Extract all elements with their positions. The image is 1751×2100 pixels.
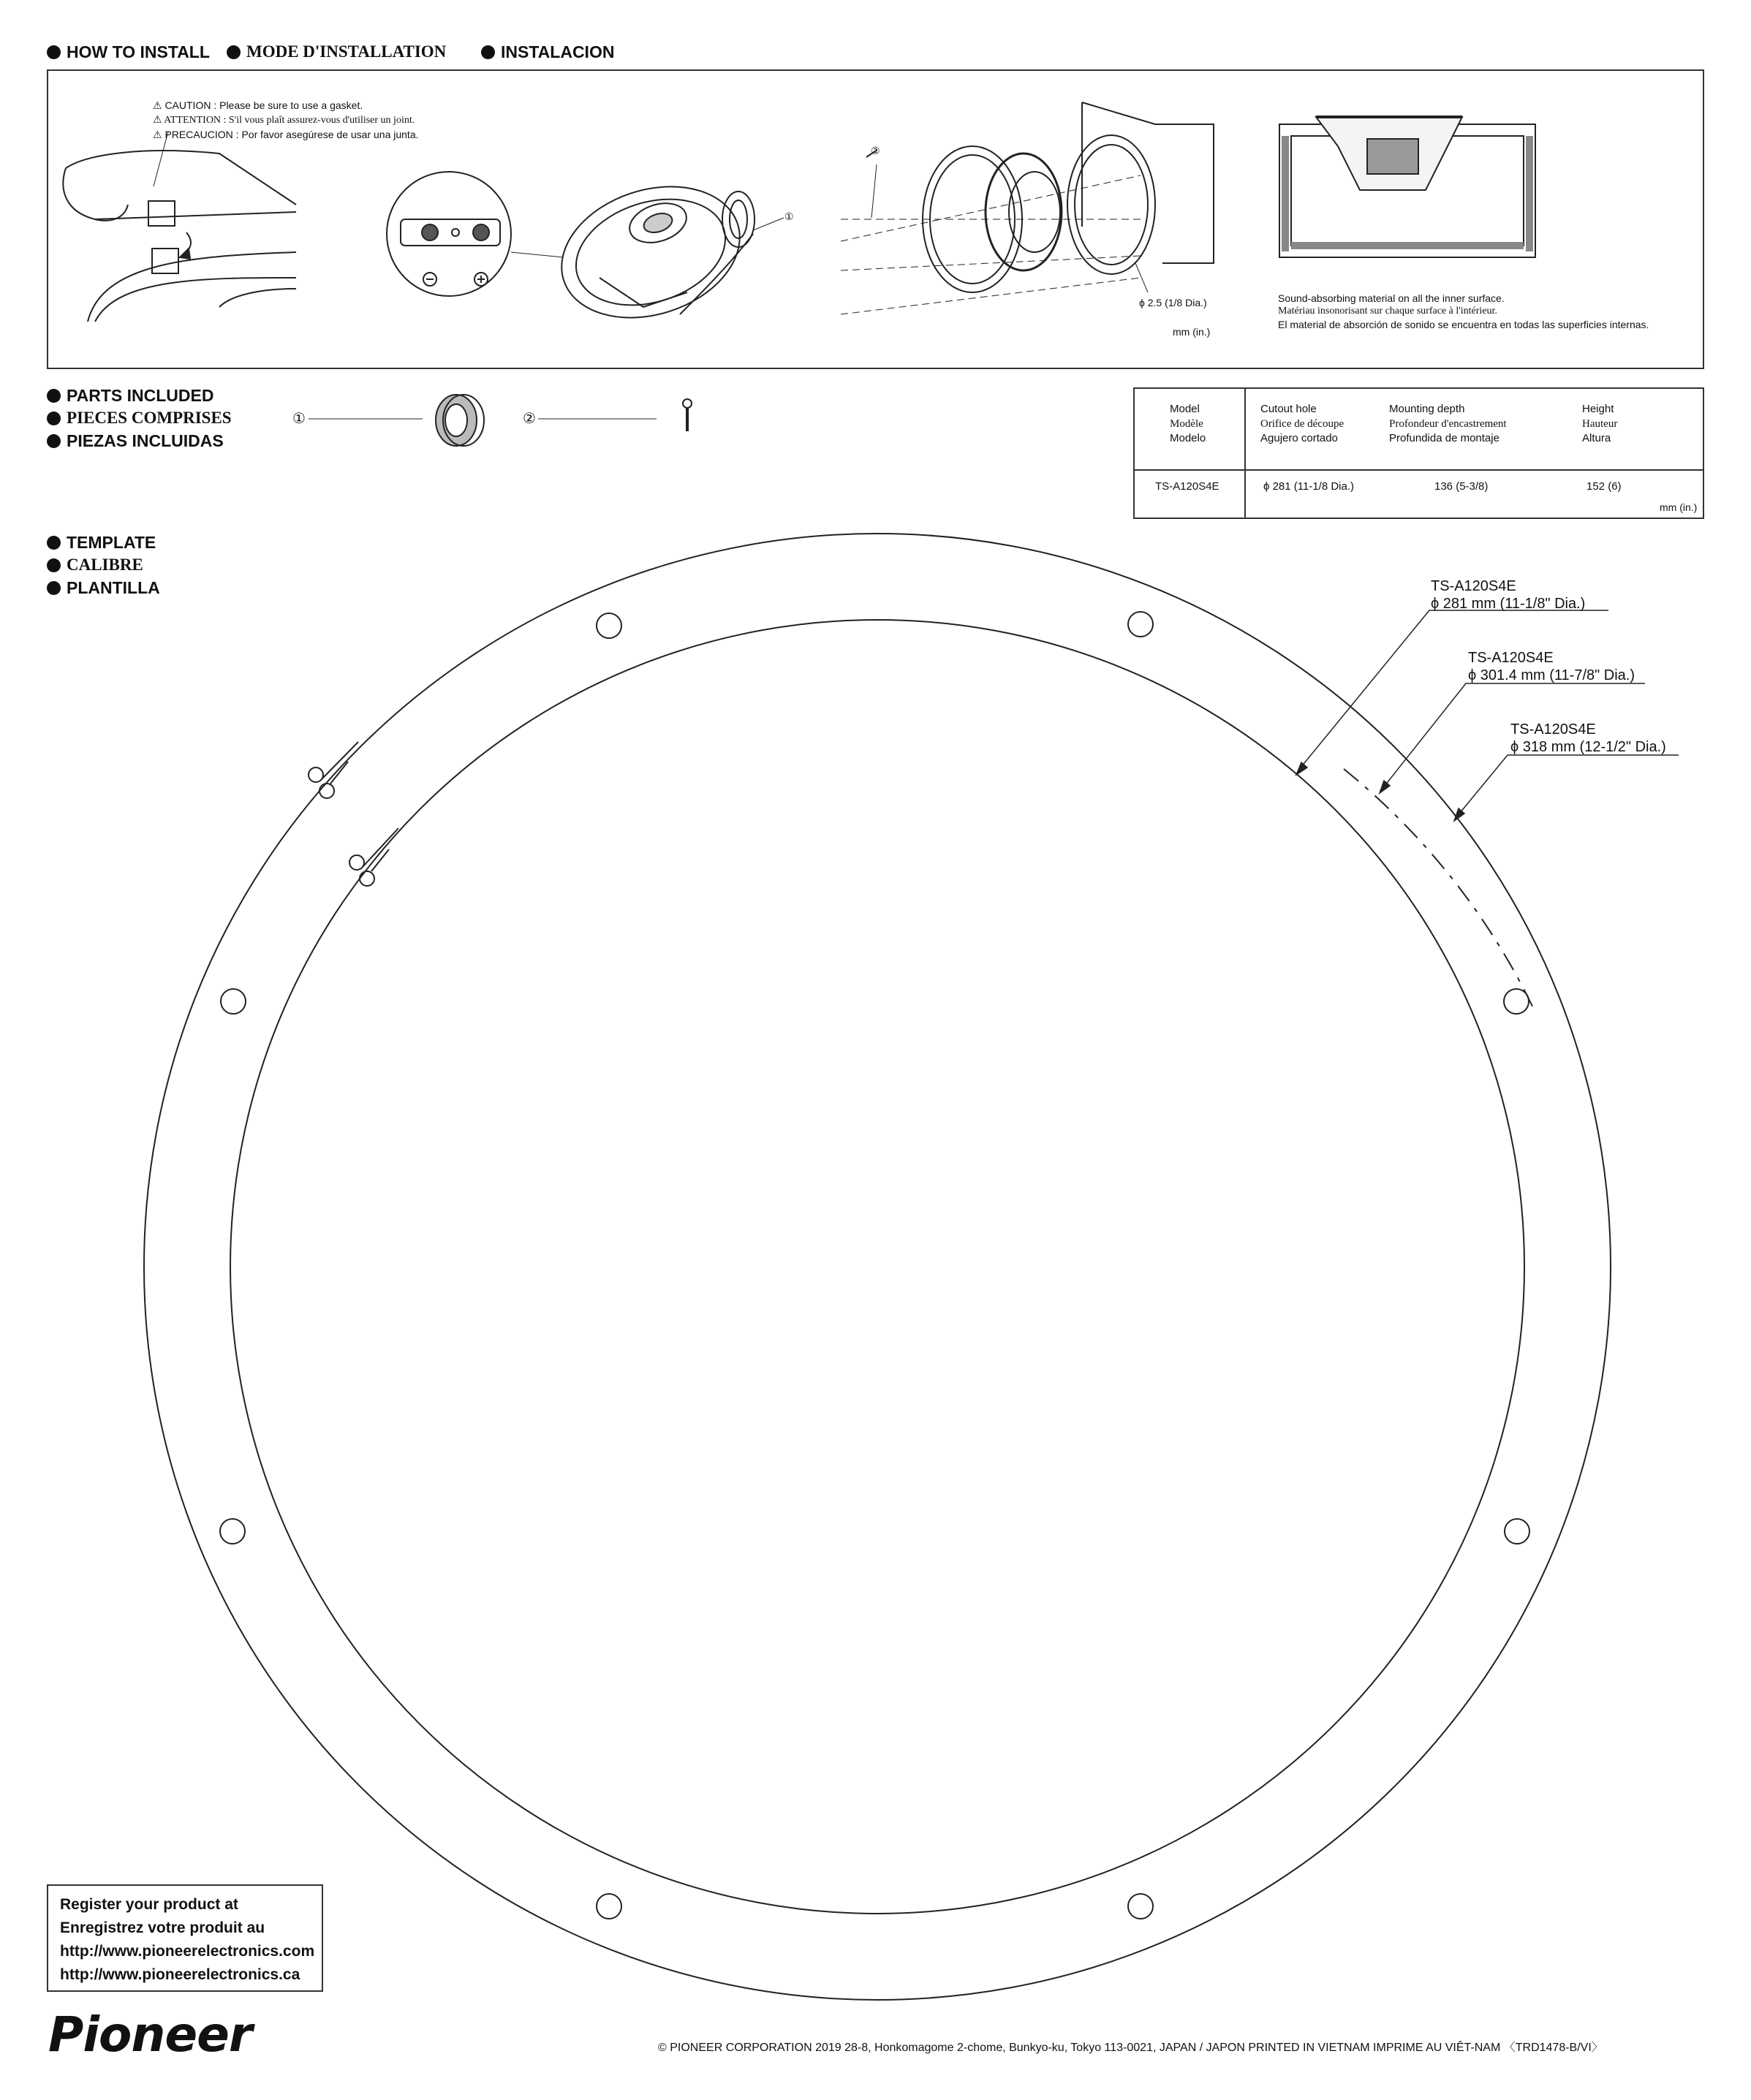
template-label-318: TS-A120S4E ϕ 318 mm (12-1/2" Dia.) xyxy=(1510,721,1666,755)
footer-text: © PIONEER CORPORATION 2019 28-8, Honkomagome 2-chome, Bunkyo-ku, Tokyo 113-0021, JAPAN / JAPON PRINTED IN VIETNAM IMPRIME AU VIÊT-NAM 〈TRD1478-B/VI〉 xyxy=(658,2042,1603,2054)
caution-en: ⚠ CAUTION : Please be sure to use a gasket. xyxy=(153,99,363,111)
caution-es: ⚠ PRECAUCION : Por favor asegúrese de usar una junta. xyxy=(153,129,419,140)
sound-absorbing-es: El material de absorción de sonido se encuentra en todas las superficies internas. xyxy=(1278,319,1649,330)
scissors-icon xyxy=(349,828,398,886)
outer-circle-318 xyxy=(144,534,1611,2000)
template-label-301: TS-A120S4E ϕ 301.4 mm (11-7/8" Dia.) xyxy=(1468,650,1635,683)
heading-mode-installation: MODE D'INSTALLATION xyxy=(227,42,446,61)
header-depth: Mounting depth Profondeur d'encastrement Profundida de montaje xyxy=(1389,403,1507,444)
heading-plantilla: PLANTILLA xyxy=(47,578,160,598)
screw-icon xyxy=(538,399,692,431)
template-label-281: TS-A120S4E ϕ 281 mm (11-1/8" Dia.) xyxy=(1431,578,1586,612)
enclosure-section-illustration xyxy=(1279,117,1535,257)
exploded-assembly-illustration xyxy=(841,102,1214,314)
callout-1-label: ① xyxy=(784,211,794,222)
speaker-terminal-illustration xyxy=(387,165,784,340)
part-1-label: ① xyxy=(292,411,306,427)
heading-instalacion: INSTALACION xyxy=(481,42,614,62)
scissors-icon xyxy=(309,742,358,798)
sound-absorbing-en: Sound-absorbing material on all the inner surface. xyxy=(1278,292,1505,304)
row-cutout: ϕ 281 (11-1/8 Dia.) xyxy=(1263,480,1355,493)
header-model: Model Modèle Modelo xyxy=(1170,403,1206,444)
register-link-ca[interactable]: http://www.pioneerelectronics.ca xyxy=(60,1966,300,1983)
door-gasket-illustration xyxy=(63,132,296,322)
row-depth: 136 (5-3/8) xyxy=(1434,480,1489,493)
row-height: 152 (6) xyxy=(1587,480,1622,493)
register-link-com[interactable]: http://www.pioneerelectronics.com xyxy=(60,1943,315,1960)
register-line-fr: Enregistrez votre produit au xyxy=(60,1919,265,1936)
leader-lines xyxy=(1296,610,1679,821)
heading-how-to-install: HOW TO INSTALL xyxy=(47,42,210,62)
row-model: TS-A120S4E xyxy=(1155,480,1219,493)
inner-circle-281 xyxy=(230,620,1524,1914)
heading-parts-included: PARTS INCLUDED xyxy=(47,386,213,406)
heading-pieces-comprises: PIECES COMPRISES xyxy=(47,409,232,428)
pioneer-logo: Pioneer xyxy=(48,2006,252,2063)
screw-hole-label: ϕ 2.5 (1/8 Dia.) xyxy=(1139,297,1207,308)
template-circles xyxy=(144,534,1611,2000)
table-unit: mm (in.) xyxy=(1660,501,1698,513)
part-2-label: ② xyxy=(523,411,536,427)
callout-2-label: ② xyxy=(871,145,880,156)
heading-piezas-incluidas: PIEZAS INCLUIDAS xyxy=(47,431,224,451)
register-line-en: Register your product at xyxy=(60,1896,238,1913)
install-unit-label: mm (in.) xyxy=(1173,326,1211,338)
heading-template: TEMPLATE xyxy=(47,533,156,553)
header-height: Height Hauteur Altura xyxy=(1582,403,1618,444)
caution-fr: ⚠ ATTENTION : S'il vous plaît assurez-vous d'utiliser un joint. xyxy=(153,115,415,126)
sound-absorbing-fr: Matériau insonorisant sur chaque surface à l'intérieur. xyxy=(1278,306,1497,316)
gasket-roll-icon xyxy=(309,395,484,446)
heading-calibre: CALIBRE xyxy=(47,556,143,575)
header-cutout: Cutout hole Orifice de découpe Agujero cortado xyxy=(1260,403,1345,444)
